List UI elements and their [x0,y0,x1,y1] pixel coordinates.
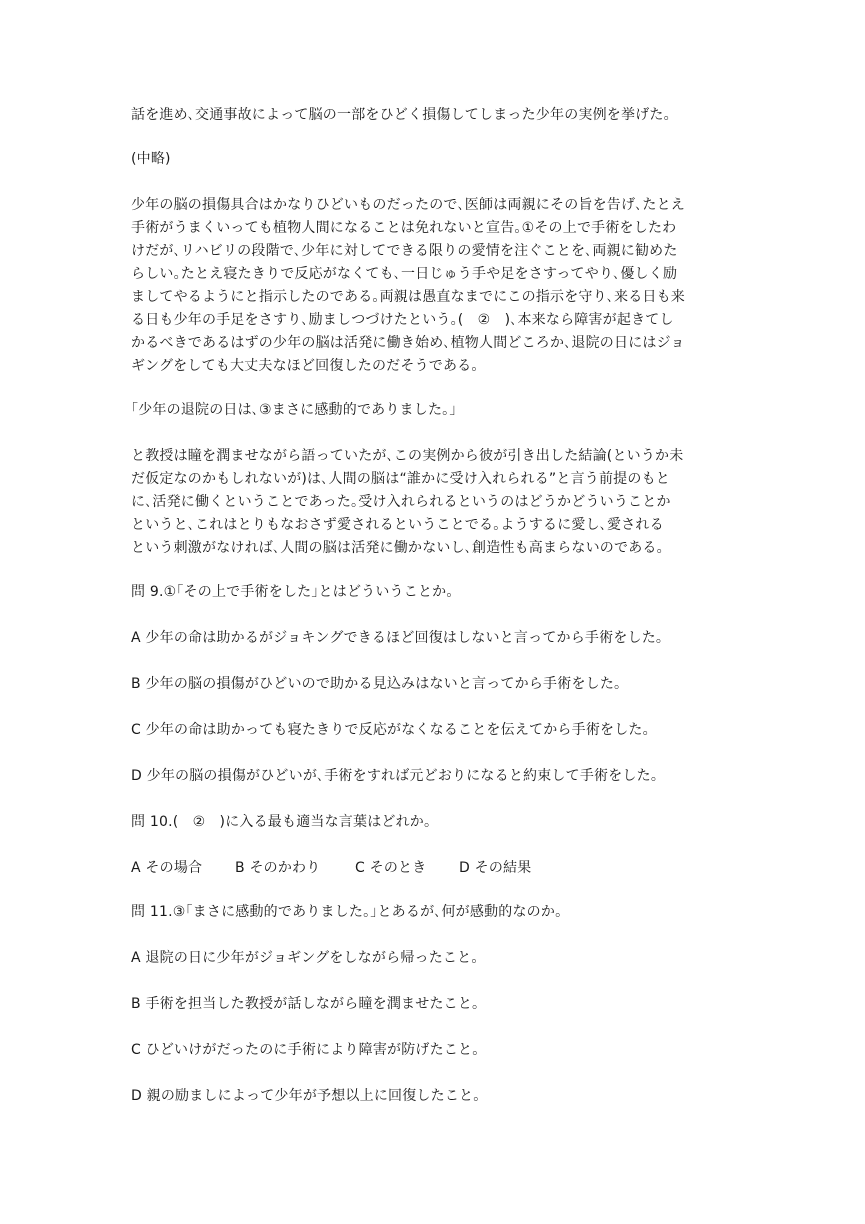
document-page [131,104,735,1108]
paragraph-line: だ仮定なのかもしれないが)は､人間の脳は“誰かに受け入れられる”と言う前提のもと [131,471,670,487]
answer-option-b: B そのかわり [235,860,321,876]
question-stem: 問 9.①｢その上で手術をした｣とはどういうことか｡ [131,584,454,600]
paragraph-line: かるべきであるはずの少年の脳は活発に働き始め､植物人間どころか､退院の日にはジョ [131,335,685,351]
question-stem: 問 11.③｢まさに感動的でありました｡｣とあるが､何が感動的なのか｡ [131,904,563,920]
professor-quote: ｢少年の退院の日は､③まさに感動的でありました｡｣ [131,402,457,418]
paragraph-line: というと､これはとりもなおさず愛されるということでる｡ようするに愛し､愛される [131,517,664,533]
paragraph-line: ギングをしても大丈夫なほど回復したのだそうである｡ [131,358,479,374]
answer-option-a: A 退院の日に少年がジョギングをしながら帰ったこと｡ [131,950,479,966]
answer-option-c: C そのとき [355,860,427,876]
answer-option-d: D 親の励ましによって少年が予想以上に回復したこと｡ [131,1088,481,1104]
paragraph-line: ましてやるようにと指示したのである｡両親は愚直なまでにこの指示を守り､来る日も来 [131,289,685,305]
omission-marker: (中略) [131,151,171,167]
paragraph-line: に､活発に働くということであった｡受け入れられるというのはどうかどういうことか [131,494,671,510]
paragraph-line: る日も少年の手足をさすり､励ましつづけたという｡( ② )､本来なら障害が起きてし [131,312,674,328]
paragraph-line: 手術がうまくいっても植物人間になることは免れないと宣告｡①その上で手術をしたわ [131,220,677,236]
passage-paragraph-4 [131,445,735,560]
answer-option-c: C ひどいけがだったのに手術により障害が防げたこと｡ [131,1042,480,1058]
passage-paragraph-2 [131,194,735,378]
paragraph-line: という刺激がなければ､人間の脳は活発に働かないし､創造性も高まらないのである｡ [131,540,664,556]
passage-intro-line: 話を進め､交通事故によって脳の一部をひどく損傷してしまった少年の実例を挙げた｡ [131,107,671,123]
paragraph-line: 少年の脳の損傷具合はかなりひどいものだったので､医師は両親にその旨を告げ､たとえ [131,197,685,213]
answer-option-b: B 手術を担当した教授が話しながら瞳を潤ませたこと｡ [131,996,480,1012]
question-9 [131,581,735,788]
answer-option-d: D 少年の脳の損傷がひどいが､手術をすれば元どおりになると約束して手術をした｡ [131,768,659,784]
answer-option-d: D その結果 [459,860,532,876]
paragraph-line: けだが､リハビリの段階で､少年に対してできる限りの愛情を注ぐことを､両親に勧めた [131,243,678,259]
question-10 [131,811,735,880]
answer-option-a: A 少年の命は助かるがジョキングできるほど回復はしないと言ってから手術をした｡ [131,630,664,646]
answer-option-b: B 少年の脳の損傷がひどいので助かる見込みはないと言ってから手術をした｡ [131,676,622,692]
answer-option-a: A その場合 [131,860,203,876]
question-11 [131,901,735,1108]
answer-option-c: C 少年の命は助かっても寝たきりで反応がなくなることを伝えてから手術をした｡ [131,722,650,738]
answer-options-row [131,857,735,880]
paragraph-line: らしい｡たとえ寝たきりで反応がなくても､一日じゅう手や足をさすってやり､優しく励 [131,266,678,282]
question-stem: 問 10.( ② )に入る最も適当な言葉はどれか｡ [131,814,432,830]
paragraph-line: と教授は瞳を潤ませながら語っていたが､この実例から彼が引き出した結論(というか未 [131,448,684,464]
